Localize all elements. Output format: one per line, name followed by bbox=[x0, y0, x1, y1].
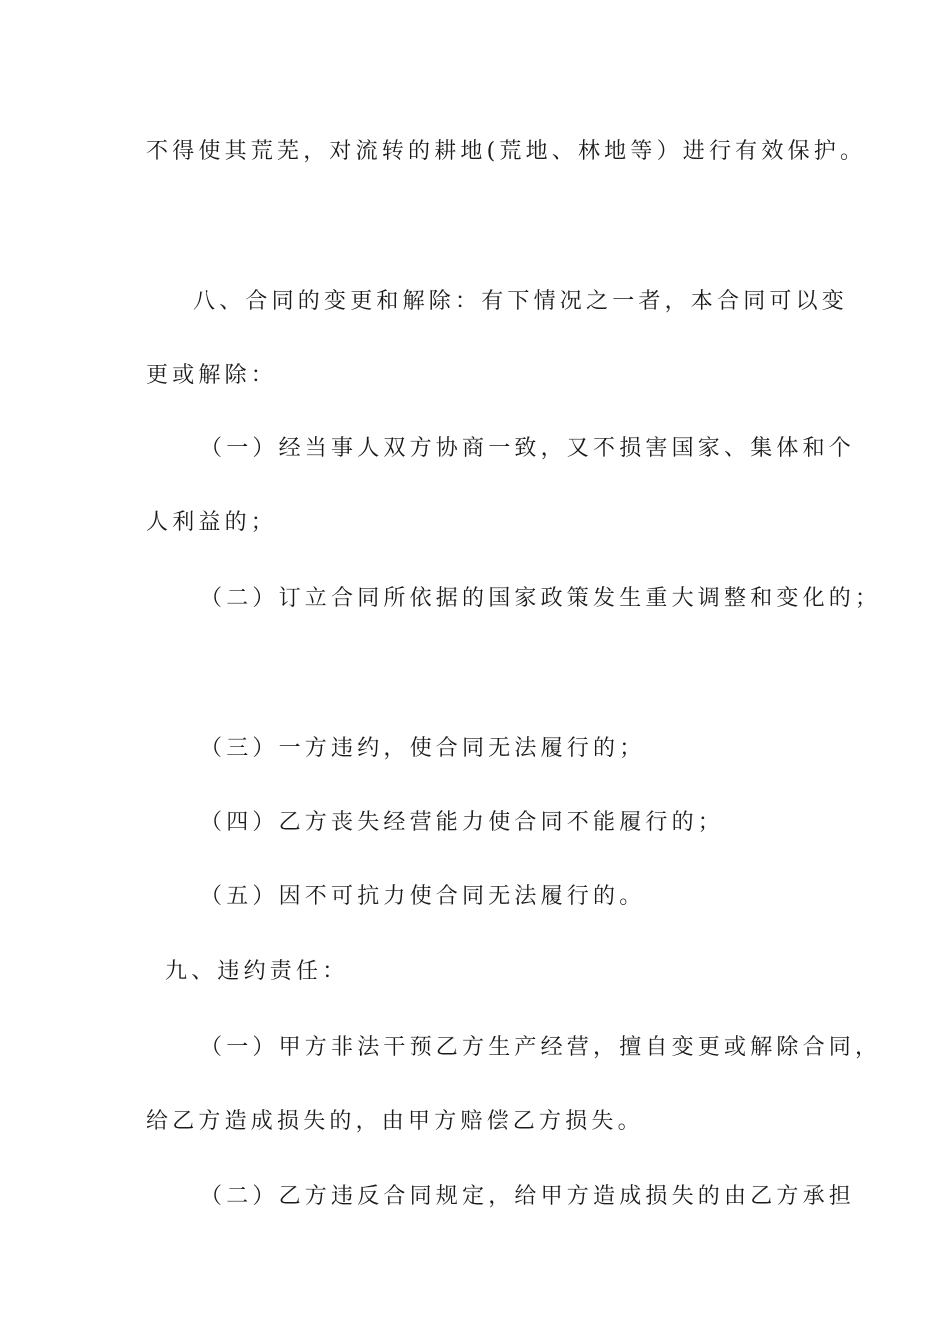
paragraph-line: 人利益的； bbox=[146, 510, 278, 535]
liability-item-2: （二）乙方违反合同规定，给甲方造成损失的由乙方承担 bbox=[200, 1184, 856, 1209]
section-heading-8: 八、合同的变更和解除：有下情况之一者，本合同可以变 bbox=[193, 289, 849, 314]
clause-item-3: （三）一方违约，使合同无法履行的； bbox=[200, 736, 646, 761]
section-heading-9: 九、违约责任： bbox=[165, 959, 349, 984]
clause-item-1: （一）经当事人双方协商一致，又不损害国家、集体和个 bbox=[200, 436, 856, 461]
paragraph-line: 更或解除： bbox=[146, 363, 278, 388]
paragraph-line: 给乙方造成损失的，由甲方赔偿乙方损失。 bbox=[146, 1109, 644, 1134]
clause-item-2: （二）订立合同所依据的国家政策发生重大调整和变化的； bbox=[200, 586, 882, 611]
paragraph-line: 不得使其荒芜，对流转的耕地(荒地、林地等）进行有效保护。 bbox=[146, 139, 867, 164]
clause-item-4: （四）乙方丧失经营能力使合同不能履行的； bbox=[200, 810, 725, 835]
clause-item-5: （五）因不可抗力使合同无法履行的。 bbox=[200, 884, 646, 909]
liability-item-1: （一）甲方非法干预乙方生产经营，擅自变更或解除合同， bbox=[200, 1035, 882, 1060]
